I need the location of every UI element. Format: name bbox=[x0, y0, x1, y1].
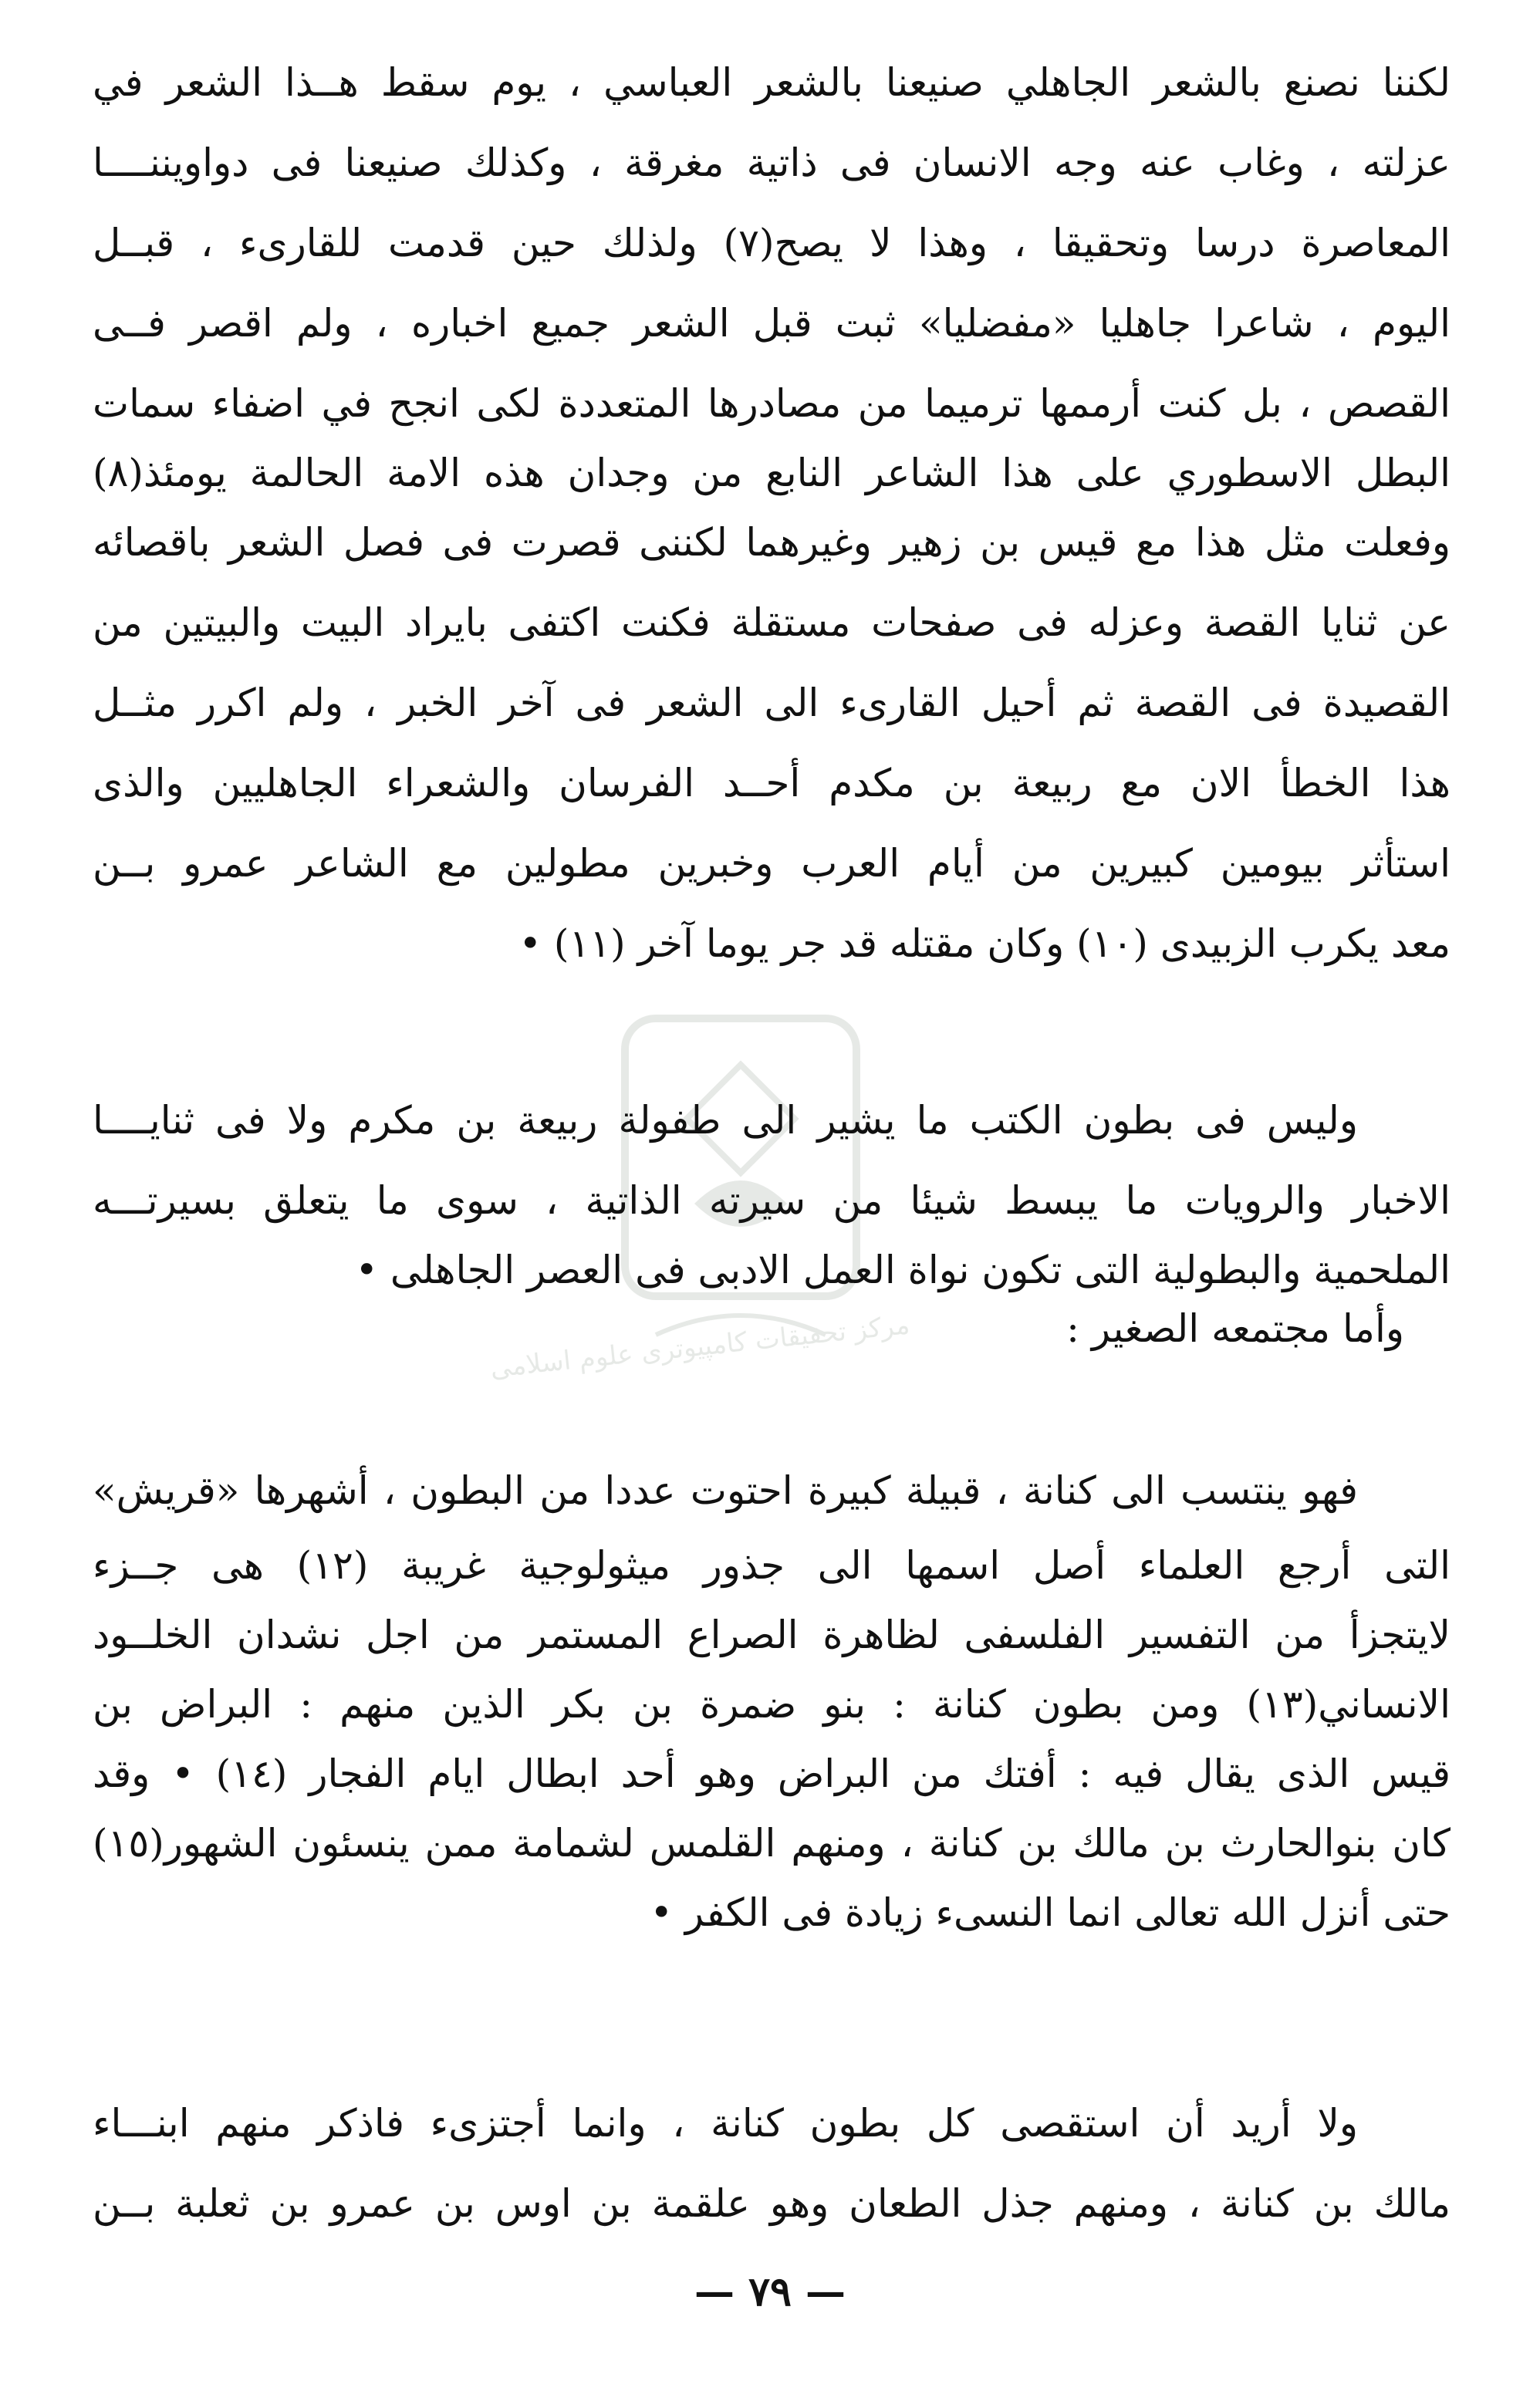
text-line: لايتجزأ من التفسير الفلسفى لظاهرة الصراع المستمر من اجل نشدان الخلــود bbox=[93, 1613, 1451, 1657]
text-line: عزلته ، وغاب عنه وجه الانسان فى ذاتية مغرقة ، وكذلك صنيعنا فى دواويننــــا bbox=[93, 140, 1451, 185]
text-line: القصيدة فى القصة ثم أحيل القارىء الى الشعر فى آخر الخبر ، ولم اكرر مثــل bbox=[93, 681, 1451, 725]
text-line: القصص ، بل كنت أرممها ترميما من مصادرها المتعددة لكى انجح في اضفاء سمات bbox=[93, 381, 1451, 426]
section-heading: وأما مجتمعه الصغير : bbox=[1066, 1306, 1404, 1351]
text-line: اليوم ، شاعرا جاهليا «مفضليا» ثبت قبل الشعر جميع اخباره ، ولم اقصر فــى bbox=[93, 301, 1451, 346]
text-line: الاخبار والرويات ما يبسط شيئا من سيرته الذاتية ، سوى ما يتعلق بسيرتـــه bbox=[93, 1178, 1451, 1223]
watermark-text: مرکز تحقیقات کامپیوتری علوم اسلامی bbox=[488, 1309, 911, 1384]
text-line: التى أرجع العلماء أصل اسمها الى جذور ميثولوجية غريبة (١٢) هى جــزء bbox=[93, 1543, 1451, 1588]
paragraph-2 bbox=[93, 1080, 1451, 1358]
text-line: معد يكرب الزبيدى (١٠) وكان مقتله قد جر يوما آخر (١١) • bbox=[518, 921, 1451, 966]
text-line: هذا الخطأ الان مع ربيعة بن مكدم أحــد الفرسان والشعراء الجاهليين والذى bbox=[93, 761, 1451, 805]
paragraph-3 bbox=[93, 1451, 1451, 1947]
text-line: استأثر بيومين كبيرين من أيام العرب وخبرين مطولين مع الشاعر عمرو بــن bbox=[93, 841, 1451, 886]
text-line: حتى أنزل الله تعالى انما النسىء زيادة فى الكفر • bbox=[650, 1890, 1451, 1935]
text-line: المعاصرة درسا وتحقيقا ، وهذا لا يصح(٧) ولذلك حين قدمت للقارىء ، قبــل bbox=[93, 221, 1451, 265]
text-line: ولا أريد أن استقصى كل بطون كنانة ، وانما أجتزىء فاذكر منهم ابنـــاء bbox=[93, 2101, 1358, 2146]
text-line: وليس فى بطون الكتب ما يشير الى طفولة ربيعة بن مكرم ولا فى ثنايــــا bbox=[93, 1098, 1358, 1143]
text-line: عن ثنايا القصة وعزله فى صفحات مستقلة فكنت اكتفى بايراد البيت والبيتين من bbox=[93, 600, 1451, 645]
text-line: الملحمية والبطولية التى تكون نواة العمل الادبى فى العصر الجاهلى • bbox=[355, 1248, 1451, 1292]
text-line: الانساني(١٣) ومن بطون كنانة : بنو ضمرة بن بكر الذين منهم : البراض بن bbox=[93, 1682, 1451, 1727]
text-line: قيس الذى يقال فيه : أفتك من البراض وهو أحد ابطال ايام الفجار (١٤) • وقد bbox=[93, 1751, 1451, 1796]
text-line: مالك بن كنانة ، ومنهم جذل الطعان وهو علقمة بن اوس بن عمرو بن ثعلبة بــن bbox=[93, 2181, 1451, 2226]
paragraph-1 bbox=[93, 42, 1451, 984]
page-number: — ٧٩ — bbox=[694, 2268, 846, 2315]
text-line: لكننا نصنع بالشعر الجاهلي صنيعنا بالشعر العباسي ، يوم سقط هــذا الشعر في bbox=[93, 60, 1451, 105]
text-line: كان بنوالحارث بن مالك بن كنانة ، ومنهم القلمس لشمامة ممن ينسئون الشهور(١٥) bbox=[93, 1821, 1451, 1866]
text-line: فهو ينتسب الى كنانة ، قبيلة كبيرة احتوت عددا من البطون ، أشهرها «قريش» bbox=[93, 1468, 1358, 1513]
paragraph-4 bbox=[93, 2083, 1451, 2244]
text-line: وفعلت مثل هذا مع قيس بن زهير وغيرهما لكننى قصرت فى فصل الشعر باقصائه bbox=[93, 520, 1451, 565]
text-line: البطل الاسطوري على هذا الشاعر النابع من وجدان هذه الامة الحالمة يومئذ(٨) bbox=[93, 451, 1451, 495]
